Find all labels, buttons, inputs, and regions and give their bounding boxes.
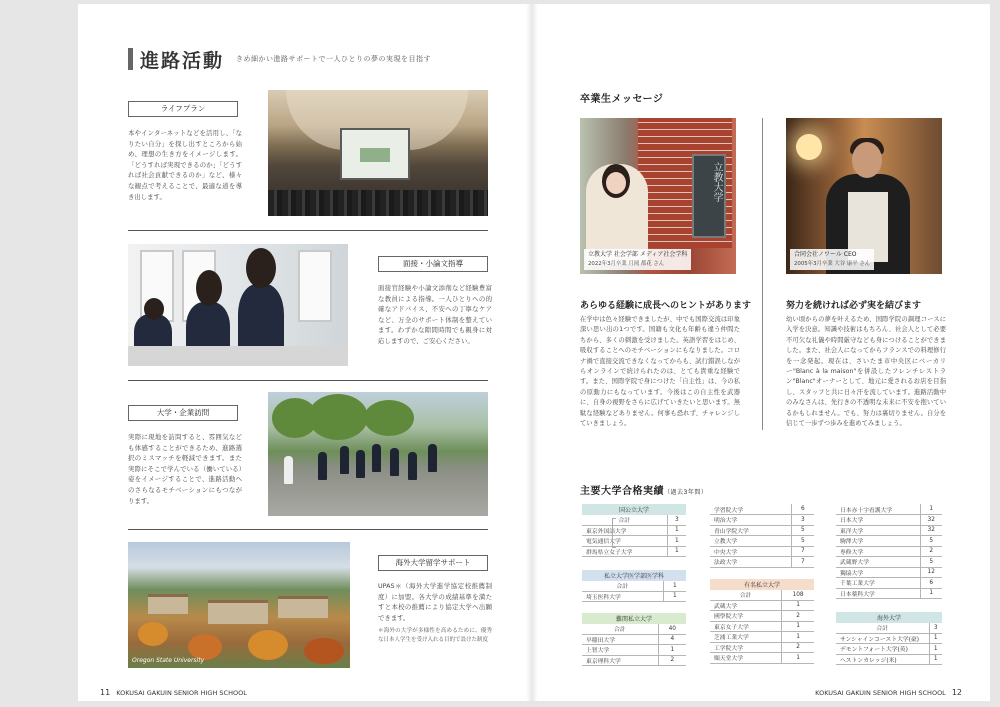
page-number-right: 12	[951, 688, 962, 697]
table-row: 学習院大学 6	[710, 504, 814, 515]
photo-caption-oregon: Oregon State University	[132, 657, 205, 664]
photo-interview-practice	[128, 244, 348, 366]
table-group-header: 海外大学	[836, 612, 942, 623]
table-total-label: 合計	[582, 515, 667, 526]
table-row: 明治大学 3	[710, 515, 814, 526]
column-divider	[762, 118, 763, 430]
footer-school-right: KOKUSAI GAKUIN SENIOR HIGH SCHOOL	[815, 689, 946, 697]
table-row: 早稲田大学 4	[582, 634, 686, 645]
graduate-caption-2	[790, 249, 874, 270]
photo-graduate-rikkyo	[580, 118, 736, 274]
table-total-value: 40	[658, 624, 686, 635]
results-table-medical	[582, 570, 686, 602]
photo-oregon-state-university	[128, 542, 350, 668]
table-total-value: 3	[667, 515, 686, 526]
table-row: 武蔵野大学 5	[836, 557, 942, 568]
table-total-label: 合計	[836, 623, 929, 634]
table-row: 専修大学 2	[836, 546, 942, 557]
photo-graduate-chef	[786, 118, 942, 274]
section-divider	[128, 380, 488, 381]
graduate-affiliation-2: 合同会社ノワール CEO	[794, 251, 857, 258]
section-label-overseas-support: 海外大学留学サポート	[378, 555, 488, 571]
graduate-message-body-1: 在学中は色々経験できましたが、中でも国際交流は印象深い思い出の1つです。国籍も文化も年齢も違う仲間たちから、多くの刺激を受けました。英語学習をはじめ、吸収することへのモチベーションにもなりました。コロナ禍で直接交流できなくなってからも、試行錯誤しながらオンラインで続けられたのは、とても貴重な経験です。また、国際学院で身につけた「自主性」は、今の私の原動力にもなっています。今後はこの自主性を武器に、自身の視野をさらに広げていきたいと思います。無駄な経験などありません。何事も恐れず、チャレンジしていきましょう。	[580, 316, 740, 428]
section-label-interview: 面接・小論文指導	[378, 256, 488, 272]
table-row: 芝浦工業大学 1	[710, 632, 814, 643]
table-total-value: 108	[782, 590, 814, 601]
graduate-name-1: 2022年3月卒業 月岡 都花 さん	[588, 260, 665, 267]
table-row: 武蔵大学 1	[710, 600, 814, 611]
section-body-campus-visit: 実際に現地を訪問すると、雰囲気なども体感することができるため、進路選択のミスマッチを軽減できます。また実際にそこで学んでいる（働いている）姿をイメージすることで、進路活動へのさらなるモチベーションにもつながります。	[128, 433, 242, 505]
table-group-header: 国公立大学	[582, 504, 686, 515]
table-row: 駒澤大学 5	[836, 536, 942, 547]
results-heading	[580, 482, 707, 497]
table-row: 東京外国語大学 1	[582, 525, 686, 536]
table-row: サンシャインコースト大学(豪) 1	[836, 633, 942, 644]
results-table-private-b	[836, 504, 942, 599]
table-row: 中央大学 7	[710, 546, 814, 557]
table-row: 埼玉医科大学 1	[582, 591, 686, 602]
table-total-value: 1	[663, 581, 686, 592]
photo-campus-visit	[268, 392, 488, 516]
table-row: 東洋大学 32	[836, 525, 942, 536]
table-total-label: 合計	[582, 581, 663, 592]
results-table-private-a	[710, 504, 814, 568]
section-divider	[128, 230, 488, 231]
table-total-label: 合計	[710, 590, 782, 601]
results-heading-note: （過去3年間）	[664, 489, 708, 496]
graduate-messages-heading: 卒業生メッセージ	[580, 94, 664, 105]
results-table-overseas	[836, 612, 942, 665]
table-row: 工学院大学 2	[710, 642, 814, 653]
graduate-message-title-2: 努力を続ければ必ず実を結びます	[786, 301, 922, 311]
rikkyo-sign-text: 立教大学	[711, 162, 722, 202]
footer-left	[100, 688, 247, 697]
footer-school-left: KOKUSAI GAKUIN SENIOR HIGH SCHOOL	[116, 689, 247, 697]
table-total-label: 合計	[582, 624, 658, 635]
table-row: 東京女子大学 1	[710, 621, 814, 632]
title-accent-bar	[128, 48, 133, 70]
graduate-message-title-1: あらゆる経験に成長へのヒントがあります	[580, 301, 752, 311]
table-row: 法政大学 7	[710, 557, 814, 568]
table-row: 獨協大学 12	[836, 567, 942, 578]
table-row: 東京理科大学 2	[582, 655, 686, 666]
table-row: 千葉工業大学 6	[836, 578, 942, 589]
section-note-upas: ＊海外の大学が多様性を高めるために、優秀な日本人学生を受け入れる目的で設けた制度	[378, 628, 492, 643]
section-body-life-plan: 本やインターネットなどを活用し、「なりたい自分」を探し出すところから始め、理想の生き方をイメージします。「どうすれば実現できるのか」「どうすれば社会貢献できるのか」など、様々な観点で考えることで、最適な道を導き出します。	[128, 129, 242, 201]
table-row: 日本薬科大学 1	[836, 588, 942, 599]
table-row: 日本大学 32	[836, 515, 942, 526]
results-table-top-private	[582, 613, 686, 666]
results-heading-title: 主要大学合格実績	[580, 486, 664, 497]
section-label-campus-visit: 大学・企業訪問	[128, 405, 238, 421]
section-body-interview: 面接官経験や小論文添削など経験豊富な教員による指導。一人ひとりへの的確なアドバイス、不安への丁寧なケアなど、万全のサポート体制を整えています。わずかな隙間時間でも親身に対応しますので、ご安心ください。	[378, 284, 492, 345]
table-row: 國學院大学 2	[710, 611, 814, 622]
page-title: 進路活動	[140, 50, 225, 72]
results-table-national	[582, 504, 686, 557]
table-total-value: 3	[929, 623, 942, 634]
graduate-affiliation-1: 立教大学 社会学部 メディア社会学科	[588, 251, 688, 258]
table-row: 立教大学 5	[710, 536, 814, 547]
photo-lecture-hall	[268, 90, 488, 216]
table-row: 日本赤十字看護大学 1	[836, 504, 942, 515]
graduate-name-2: 2005年3月卒業 大谷 康平 さん	[794, 260, 871, 267]
table-group-header: 有名私立大学	[710, 579, 814, 590]
section-divider	[128, 529, 488, 530]
brochure-spread	[78, 4, 990, 701]
table-row: 電気通信大学 1	[582, 536, 686, 547]
left-page	[78, 4, 530, 701]
graduate-message-body-2: 幼い頃からの夢を叶えるため、国際学院の調理コースに入学を決意。知識や技術はもちろん、社会人として必要不可欠な礼儀や時間厳守なども身につけることができました。また、社会人になってからフランスでの料理修行を一念発起。現在は、さいたま市中央区にベーカリー"Blanc à la maison"を併設したフレンチレストラン"Blanc"オーナーとして、地元に愛されるお店を目指し、スタッフと共に日々汗を流しています。進路活動中のみなさんは、先行きの不透明な未来に不安を抱いているかもしれません。でも、努力は裏切りません。自分を信じて一歩ずつ歩みを進めてみましょう。	[786, 316, 946, 428]
right-page	[530, 4, 990, 701]
table-row: 群馬県立女子大学 1	[582, 546, 686, 557]
page-subtitle: きめ細かい進路サポートで一人ひとりの夢の実現を目指す	[236, 55, 431, 63]
table-group-header: 私立大学医学部医学科	[582, 570, 686, 581]
table-row: 青山学院大学 5	[710, 525, 814, 536]
page-number-left: 11	[100, 688, 111, 697]
table-row: 順天堂大学 1	[710, 653, 814, 664]
table-row: 上智大学 1	[582, 645, 686, 656]
table-group-header: 難関私立大学	[582, 613, 686, 624]
table-row: ヘストンカレッジ(米) 1	[836, 654, 942, 665]
footer-right	[815, 688, 962, 697]
table-row: デモントフォート大学(英) 1	[836, 644, 942, 655]
section-label-life-plan: ライフプラン	[128, 101, 238, 117]
results-table-famous-private	[710, 579, 814, 664]
binding-mark	[612, 518, 616, 548]
graduate-caption-1	[584, 249, 691, 270]
section-body-overseas-support: UPAS＊（海外大学進学協定校推薦制度）に加盟。各大学の成績基準を満たすと本校の推薦により協定大学へ出願できます。	[378, 582, 492, 622]
